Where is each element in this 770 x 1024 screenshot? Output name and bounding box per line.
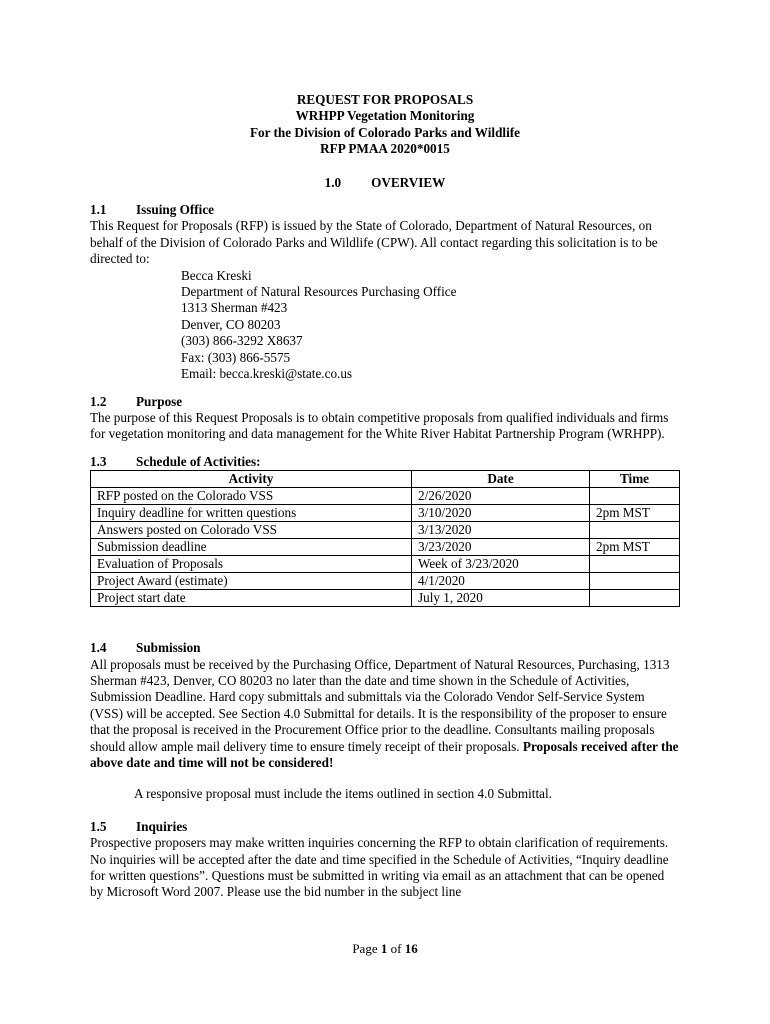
submission-body-text: All proposals must be received by the Purchasing Office, Department of Natural Resources, Purchasing, 1313 Sherman #423, Denver, CO 80203 no later than the date and time shown in the Schedule of Activities, Submission Deadline. Hard copy submittals and submittals via the Colorado Vendor Self-Service System (VSS) will be accepted. See Section 4.0 Submittal for details. It is the responsibility of the proposer to ensure that the proposal is received in the Procurement Office prior to the deadline. Consultants mailing proposals should allow ample mail delivery time to ensure timely receipt of their proposals. (90, 656, 670, 754)
contact-email: Email: becca.kreski@state.co.us (181, 366, 353, 382)
section-title: Inquiries (136, 818, 188, 834)
section-title: Issuing Office (136, 202, 215, 218)
footer-total-pages: 16 (404, 941, 418, 956)
table-row (91, 539, 680, 556)
table-row (91, 488, 680, 505)
date-cell: Week of 3/23/2020 (412, 556, 590, 573)
activity-cell: Project Award (estimate) (91, 573, 412, 590)
section-1-1-heading (90, 202, 680, 218)
contact-block (181, 268, 680, 383)
footer-current-page: 1 (380, 941, 388, 956)
date-cell: 2/26/2020 (412, 488, 590, 505)
contact-street: 1313 Sherman #423 (181, 300, 288, 316)
section-1-3-heading (90, 454, 680, 470)
activity-cell: RFP posted on the Colorado VSS (91, 488, 412, 505)
activity-cell: Submission deadline (91, 539, 412, 556)
contact-name: Becca Kreski (181, 267, 252, 283)
overview-label: OVERVIEW (371, 174, 446, 190)
section-1-4-text (90, 657, 680, 772)
title-line-1: REQUEST FOR PROPOSALS (296, 92, 474, 107)
section-number: 1.3 (90, 453, 107, 469)
activity-cell: Project start date (91, 590, 412, 607)
document-page (90, 92, 680, 901)
section-number: 1.2 (90, 393, 107, 409)
time-cell (590, 488, 680, 505)
section-1-5-heading (90, 819, 680, 835)
title-line-3: For the Division of Colorado Parks and Wildlife (249, 124, 520, 140)
table-header-row (91, 471, 680, 488)
column-header-date: Date (412, 471, 590, 488)
section-title: Submission (136, 640, 201, 656)
column-header-time: Time (590, 471, 680, 488)
title-line-4: RFP PMAA 2020*0015 (320, 141, 450, 157)
overview-number: 1.0 (324, 174, 342, 190)
date-cell: 4/1/2020 (412, 573, 590, 590)
column-header-activity: Activity (91, 471, 412, 488)
time-cell (590, 573, 680, 590)
document-title (90, 92, 680, 158)
time-cell (590, 556, 680, 573)
contact-office: Department of Natural Resources Purchasing Office (181, 284, 457, 300)
contact-city: Denver, CO 80203 (181, 316, 281, 332)
late-proposal-warning: Proposals received after the above date and time will not be considered! (90, 738, 679, 770)
footer-of: of (387, 941, 405, 956)
section-number: 1.1 (90, 202, 107, 218)
schedule-table (90, 470, 680, 607)
date-cell: 3/23/2020 (412, 539, 590, 556)
date-cell: July 1, 2020 (412, 590, 590, 607)
section-1-1-text: This Request for Proposals (RFP) is issued by the State of Colorado, Department of Natural Resources, on behalf of the Division of Colorado Parks and Wildlife (CPW). All contact regarding this solicitation is to be directed to: (90, 218, 658, 267)
date-cell: 3/10/2020 (412, 505, 590, 522)
time-cell: 2pm MST (590, 505, 680, 522)
page-footer (0, 941, 770, 957)
activity-cell: Inquiry deadline for written questions (91, 505, 412, 522)
footer-prefix: Page (352, 941, 381, 956)
time-cell (590, 590, 680, 607)
table-row (91, 590, 680, 607)
section-number: 1.4 (90, 640, 107, 656)
section-1-5-text: Prospective proposers may make written inquiries concerning the RFP to obtain clarification of requirements. No inquiries will be accepted after the date and time specified in the Schedule of Activities, “Inquiry deadline for written questions”. Questions must be submitted in writing via email as an attachment that can be opened by Microsoft Word 2007. Please use the bid number in the subject line (90, 835, 669, 900)
table-row (91, 505, 680, 522)
section-title: Purpose (136, 393, 183, 409)
overview-heading (90, 175, 680, 191)
table-row (91, 522, 680, 539)
contact-phone: (303) 866-3292 X8637 (181, 333, 303, 349)
section-1-2-heading (90, 394, 680, 410)
table-row (91, 556, 680, 573)
activity-cell: Answers posted on Colorado VSS (91, 522, 412, 539)
time-cell (590, 522, 680, 539)
time-cell: 2pm MST (590, 539, 680, 556)
section-1-4-heading (90, 640, 680, 656)
section-1-2-text: The purpose of this Request Proposals is to obtain competitive proposals from qualified individuals and firms for vegetation monitoring and data management for the White River Habitat Partnership Program (WRHPP). (90, 409, 669, 442)
responsive-proposal-note: A responsive proposal must include the items outlined in section 4.0 Submittal. (134, 786, 552, 802)
section-number: 1.5 (90, 818, 107, 834)
table-row (91, 573, 680, 590)
contact-fax: Fax: (303) 866-5575 (181, 349, 291, 365)
title-line-2: WRHPP Vegetation Monitoring (295, 108, 475, 124)
section-title: Schedule of Activities: (136, 453, 261, 469)
activity-cell: Evaluation of Proposals (91, 556, 412, 573)
date-cell: 3/13/2020 (412, 522, 590, 539)
